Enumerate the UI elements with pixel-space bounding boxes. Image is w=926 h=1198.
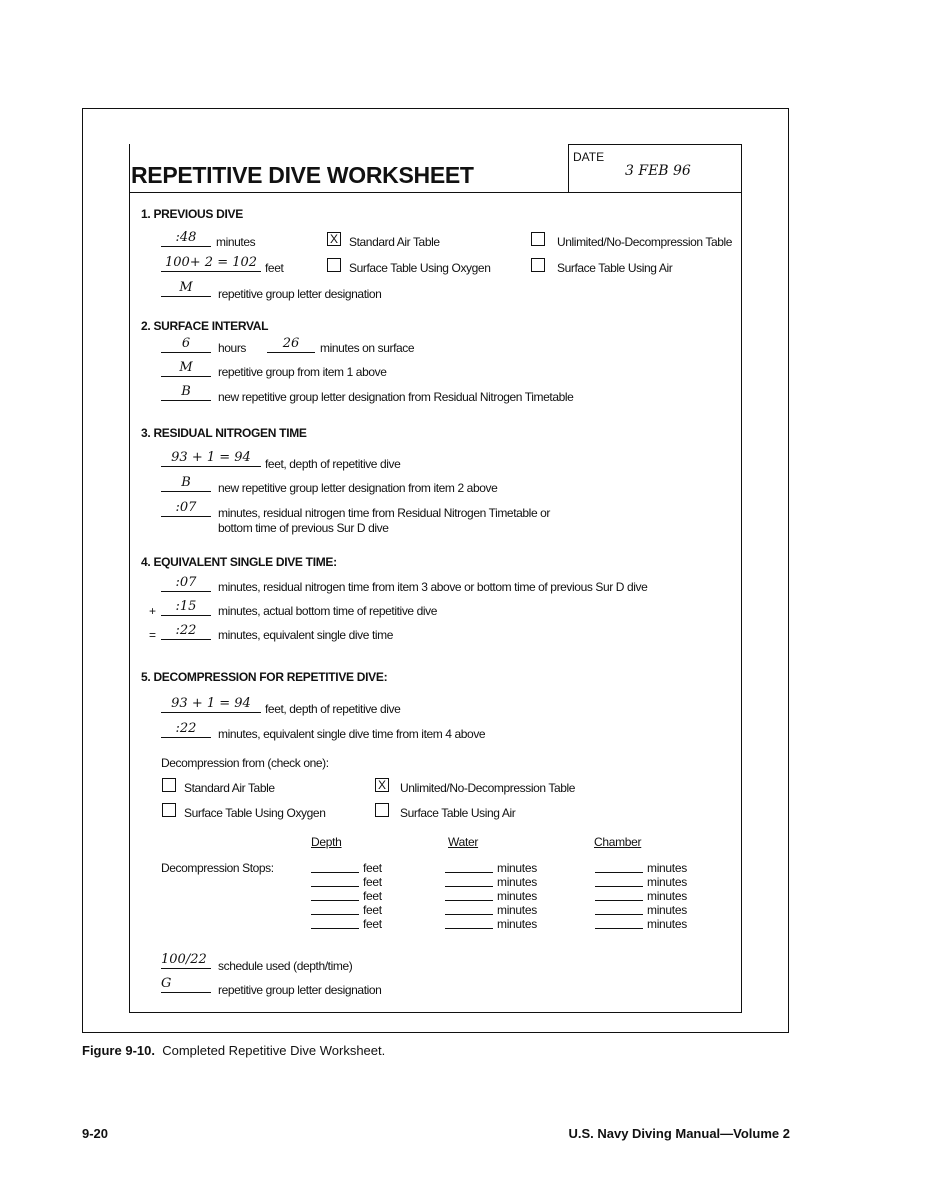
stop-chamber-blank[interactable] <box>595 914 643 915</box>
s5-surface-air-checkbox[interactable] <box>375 803 389 817</box>
stop-feet-label: feet <box>363 889 382 903</box>
s2-hours-value: 6 <box>181 336 191 351</box>
stop-water-blank[interactable] <box>445 872 493 873</box>
s2-newgroup-field[interactable] <box>161 385 211 401</box>
date-value[interactable]: 3 FEB 96 <box>625 163 691 179</box>
s4-esdt-value: :22 <box>175 623 197 638</box>
stop-water-label: minutes <box>497 889 537 903</box>
s5-decomp-from-label: Decompression from (check one): <box>161 756 329 770</box>
stop-depth-blank[interactable] <box>311 928 359 929</box>
s3-rnt-label: minutes, residual nitrogen time from Residual Nitrogen Timetable or <box>218 506 551 520</box>
s5-surface-oxygen-label: Surface Table Using Oxygen <box>184 806 326 820</box>
s4-rnt-label: minutes, residual nitrogen time from item 3 above or bottom time of previous Sur D dive <box>218 580 648 594</box>
s3-rnt-field[interactable] <box>161 501 211 517</box>
figure-caption-text: Completed Repetitive Dive Worksheet. <box>162 1043 386 1058</box>
stop-chamber-blank[interactable] <box>595 900 643 901</box>
s2-group-field[interactable] <box>161 361 211 377</box>
s4-bottom-time-value: :15 <box>175 599 197 614</box>
s5-surface-oxygen-checkbox[interactable] <box>162 803 176 817</box>
s1-standard-air-label: Standard Air Table <box>349 235 440 249</box>
s5-group-field[interactable] <box>161 977 211 993</box>
s2-minutes-label: minutes on surface <box>320 341 415 355</box>
stop-water-label: minutes <box>497 903 537 917</box>
s2-newgroup-label: new repetitive group letter designation from Residual Nitrogen Timetable <box>218 390 574 404</box>
date-label: DATE <box>573 150 605 164</box>
s1-feet-value: 100+ 2 = 102 <box>164 255 258 270</box>
s4-esdt-label: minutes, equivalent single dive time <box>218 628 394 642</box>
s4-bottom-time-label: minutes, actual bottom time of repetitive dive <box>218 604 438 618</box>
stop-depth-blank[interactable] <box>311 900 359 901</box>
section1-heading: 1. PREVIOUS DIVE <box>141 207 243 221</box>
stop-depth-blank[interactable] <box>311 886 359 887</box>
stop-water-blank[interactable] <box>445 900 493 901</box>
s1-feet-field[interactable] <box>161 256 261 272</box>
s1-group-label: repetitive group letter designation <box>218 287 382 301</box>
s1-surface-air-label: Surface Table Using Air <box>557 261 673 275</box>
s2-group-value: M <box>179 360 193 375</box>
stop-chamber-label: minutes <box>647 903 687 917</box>
section2-heading: 2. SURFACE INTERVAL <box>141 319 269 333</box>
s5-standard-air-checkbox[interactable] <box>162 778 176 792</box>
stop-feet-label: feet <box>363 917 382 931</box>
col-chamber-header: Chamber <box>594 835 642 849</box>
s5-schedule-field[interactable] <box>161 953 211 969</box>
s4-esdt-field[interactable] <box>161 624 211 640</box>
s3-rnt-value: :07 <box>175 500 197 515</box>
stop-depth-blank[interactable] <box>311 872 359 873</box>
s3-depth-field[interactable] <box>161 451 261 467</box>
s5-unlimited-checkbox[interactable]: X <box>375 778 389 792</box>
section5-heading: 5. DECOMPRESSION FOR REPETITIVE DIVE: <box>141 670 388 684</box>
worksheet-title: REPETITIVE DIVE WORKSHEET <box>131 162 474 188</box>
s3-group-field[interactable] <box>161 476 211 492</box>
stop-feet-label: feet <box>363 861 382 875</box>
s5-esdt-label: minutes, equivalent single dive time from item 4 above <box>218 727 486 741</box>
stop-chamber-label: minutes <box>647 875 687 889</box>
stop-feet-label: feet <box>363 875 382 889</box>
s1-surface-oxygen-label: Surface Table Using Oxygen <box>349 261 491 275</box>
stop-feet-label: feet <box>363 903 382 917</box>
stop-chamber-blank[interactable] <box>595 872 643 873</box>
s1-group-value: M <box>179 280 193 295</box>
figure-caption <box>82 1043 385 1058</box>
s3-group-label: new repetitive group letter designation from item 2 above <box>218 481 498 495</box>
s2-hours-field[interactable] <box>161 337 211 353</box>
s2-minutes-value: 26 <box>282 336 300 351</box>
s1-group-field[interactable] <box>161 281 211 297</box>
stop-water-blank[interactable] <box>445 886 493 887</box>
s4-rnt-field[interactable] <box>161 576 211 592</box>
s1-standard-air-checkbox[interactable]: X <box>327 232 341 246</box>
s5-schedule-value: 100/22 <box>161 952 207 967</box>
s5-esdt-field[interactable] <box>161 722 211 738</box>
manual-title: U.S. Navy Diving Manual—Volume 2 <box>568 1126 790 1141</box>
s1-minutes-label: minutes <box>216 235 256 249</box>
s1-surface-air-checkbox[interactable] <box>531 258 545 272</box>
s5-standard-air-label: Standard Air Table <box>184 781 275 795</box>
s3-rnt-label-line2: bottom time of previous Sur D dive <box>218 521 389 535</box>
s2-group-label: repetitive group from item 1 above <box>218 365 387 379</box>
s5-depth-value: 93 + 1 = 94 <box>171 696 251 711</box>
stop-water-label: minutes <box>497 861 537 875</box>
section4-heading: 4. EQUIVALENT SINGLE DIVE TIME: <box>141 555 337 569</box>
s5-depth-label: feet, depth of repetitive dive <box>265 702 401 716</box>
s5-schedule-label: schedule used (depth/time) <box>218 959 353 973</box>
s4-rnt-value: :07 <box>175 575 197 590</box>
stop-chamber-label: minutes <box>647 917 687 931</box>
s1-feet-label: feet <box>265 261 284 275</box>
s5-group-value: G <box>161 976 172 991</box>
stop-chamber-blank[interactable] <box>595 928 643 929</box>
s1-minutes-value: :48 <box>175 230 197 245</box>
s1-minutes-field[interactable] <box>161 231 211 247</box>
section3-heading: 3. RESIDUAL NITROGEN TIME <box>141 426 307 440</box>
s5-depth-field[interactable] <box>161 697 261 713</box>
col-water-header: Water <box>448 835 479 849</box>
stop-water-blank[interactable] <box>445 914 493 915</box>
stop-water-label: minutes <box>497 917 537 931</box>
s2-minutes-field[interactable] <box>267 337 315 353</box>
s5-esdt-value: :22 <box>175 721 197 736</box>
s4-bottom-time-field[interactable] <box>161 600 211 616</box>
decompression-stops-label: Decompression Stops: <box>161 861 274 875</box>
page-number: 9-20 <box>82 1126 109 1141</box>
stop-chamber-blank[interactable] <box>595 886 643 887</box>
figure-number: Figure 9-10. <box>82 1043 155 1058</box>
s1-surface-oxygen-checkbox[interactable] <box>327 258 341 272</box>
stop-chamber-label: minutes <box>647 889 687 903</box>
stop-water-label: minutes <box>497 875 537 889</box>
s5-group-label: repetitive group letter designation <box>218 983 382 997</box>
s2-hours-label: hours <box>218 341 247 355</box>
title-divider <box>129 192 742 193</box>
s5-unlimited-label: Unlimited/No-Decompression Table <box>400 781 576 795</box>
s3-depth-label: feet, depth of repetitive dive <box>265 457 401 471</box>
s3-group-value: B <box>181 475 191 490</box>
s4-equals-sign: = <box>149 628 156 642</box>
stop-chamber-label: minutes <box>647 861 687 875</box>
s1-unlimited-label: Unlimited/No-Decompression Table <box>557 235 733 249</box>
col-depth-header: Depth <box>311 835 342 849</box>
stop-depth-blank[interactable] <box>311 914 359 915</box>
s4-plus-sign: + <box>149 604 156 618</box>
s1-unlimited-checkbox[interactable] <box>531 232 545 246</box>
stop-water-blank[interactable] <box>445 928 493 929</box>
s3-depth-value: 93 + 1 = 94 <box>171 450 251 465</box>
s2-newgroup-value: B <box>181 384 191 399</box>
s5-surface-air-label: Surface Table Using Air <box>400 806 516 820</box>
